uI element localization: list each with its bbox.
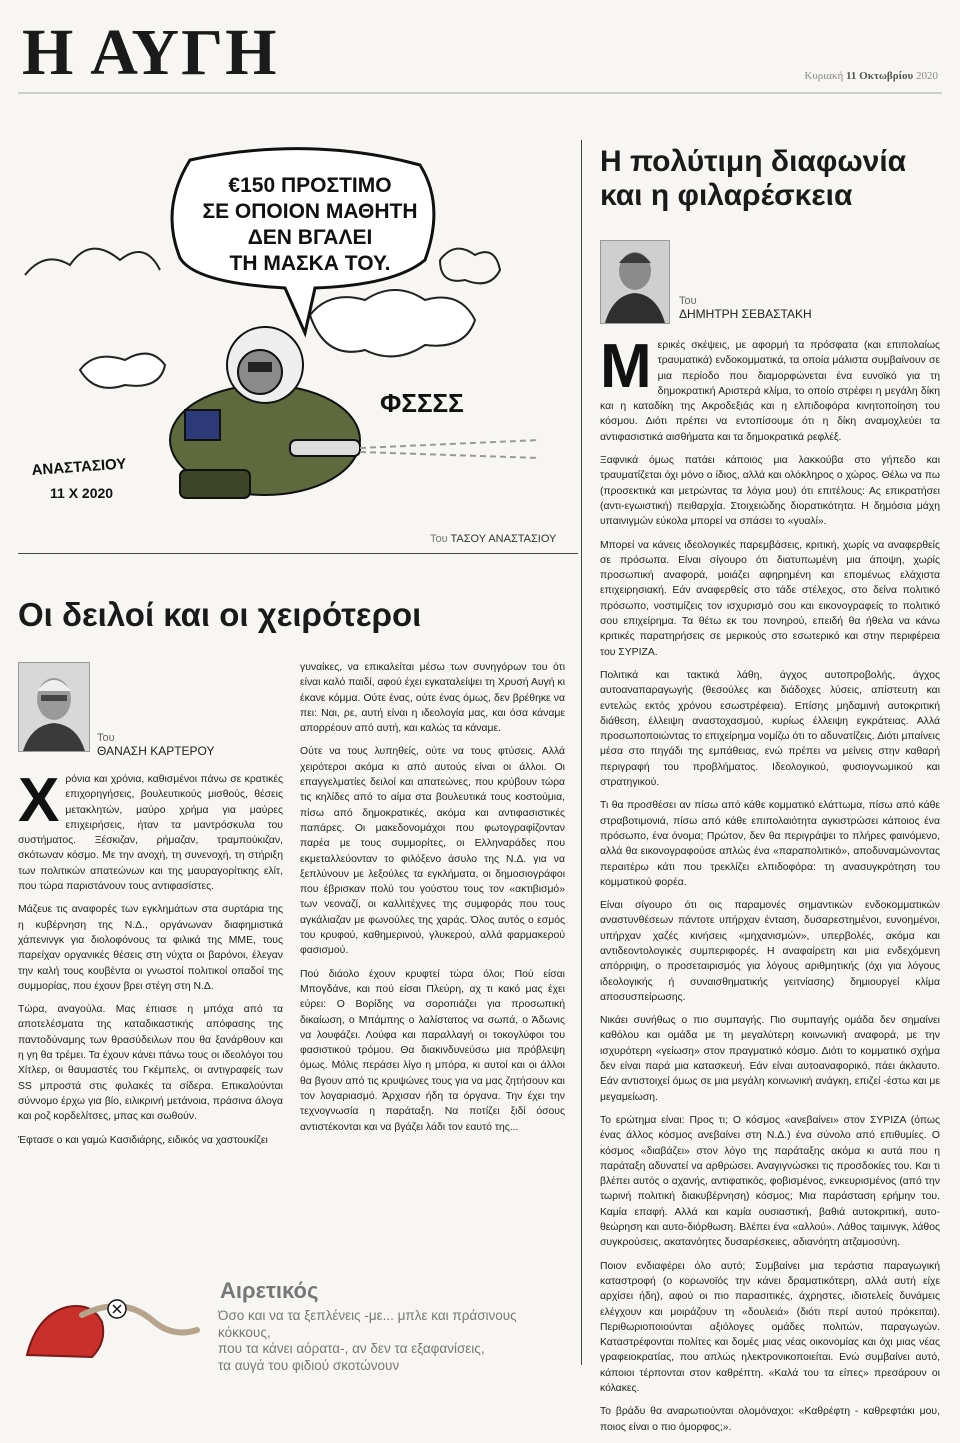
smoke-cloud [80,354,165,388]
paragraph: Πού διάολο έχουν κρυφτεί τώρα όλοι; Πού είσαι Μπογδάνε, και πού είσαι Πλεύρη, αχ τι κακό μας έχει εύρει: Ο Βορίδης να σοροπιάζει για προσωπική δικαίωση, ο Μπάμπης ο λαλίστατος να σωπά, ο Άδωνις να λουφάζει. Λούφα και παραλλαγή οι τοκογλύφοι του φασιστικού τρόμου. Θα διακινδυνεύσω μια πρόβλεψη όμως. Μόλις περάσει λίγο η μπόρα, κι αυτοί και οι άλλοι θα βγουν από τις κρυψώνες τους για να μας ζητήσουν και τον λογαριασμό. Άρχισαν ήδη τα όργανα. Την έχει την τεχνογνωσία η παράταξη. Να ποτίζει ξιδί όσους αντιστέκονται και να βγάζει λάδι τον εαυτό της... [300,968,565,1133]
paragraph: γυναίκες, να επικαλείται μέσω των συνηγόρων του ότι είναι καλό παιδί, αφού έχει εγκαταλείψει τη Χρυσή Αυγή κι έκανε κόμμα. Ούτε ένας, ούτε ένας όμως, δεν βρέθηκε να πει: Ναι, ρε, αυτή είναι η ιδεολογία μας, και όσα κάναμε απορρέουν από αυτή, και καλώς τα κάναμε. [300,662,565,735]
column-divider [581,140,582,1365]
paragraph: Έφτασε ο και γαμώ Κασιδιάρης, ειδικός να χαστουκίζει [18,1134,268,1146]
author-photo-sevastakis [600,240,670,324]
speech-line: ΣΕ ΟΠΟΙΟΝ ΜΑΘΗΤΗ [202,200,418,223]
speech-line: ΤΗ ΜΑΣΚΑ ΤΟΥ. [229,252,391,275]
paragraph: Το βράδυ θα αναρωτιούνται ολομόναχοι: «Καθρέφτη - καθρεφτάκι μου, ποιος είναι ο πιο όμορφος;». [600,1406,940,1433]
paragraph: Πολιτικά και τακτικά λάθη, άγχος αυτοπροβολής, άγχος αυτοαναπαραγωγής (θεσούλες και διάδοχες λύσεις, απίστευτη και εντελώς εκτός χρόνου εσωστρέφεια). Επίσης μηδαμινή αυτοκριτική διάθεση, έλλειψη αναστοχασμού, κυρίως έλλειψη εγκράτειας. Αλλά προσωποποιώντας το επιχείρημα νομίζω ότι το αδυνατίζεις. Διότι μπαίνεις μέσα στο πηγάδι της εμπάθειας, ενώ πρέπει να μείνεις στην καθαρή περιγραφή του προβλήματος. Ιδεολογικού, φυσιογνωμικού και στρατηγικού. [600,669,940,789]
speech-line: €150 ΠΡΟΣΤΙΜΟ [228,174,392,197]
paragraph: Ποιον ενδιαφέρει όλο αυτό; Συμβαίνει μια τεράστια παραγωγική καταστροφή (ο κορωνοϊός την κάνει δραματικότερη, αλλά αυτή είχε αρχίσει ήδη), αφού οι πιο παρασιτικές, άχρηστες, ιδιοτελείς δυνάμεις ελέγχουν και μοιράζουν τη «δουλειά» (διότι περί αυτού πρόκειται). Περιθωριοποιούνται αξιόλογες ομάδες πολιτών, παραγωγών. Καταστρέφονται πολίτες και δομές μιας νέας οικονομίας και όχι μιας νέας γραφειοκρατίας, που απλώς ηλεκτρονικοποιείται. Ενώ συμβαίνει αυτό, κάποιοι τέρπονται στον καθρέπτη. «Καλά του τα είπες» πρεσάρουν οι κόλακες. [600,1260,940,1394]
portrait-icon [19,663,89,751]
portrait-icon [601,241,669,323]
left-article-byline [97,732,215,758]
byline-author: ΔΗΜΗΤΡΗ ΣΕΒΑΣΤΑΚΗ [679,307,812,321]
airetikos-title: Αιρετικός [220,1278,319,1303]
left-article-column-2 [300,660,565,1143]
right-article-body [600,332,940,1443]
byline-author: ΘΑΝΑΣΗ ΚΑΡΤΕΡΟΥ [97,744,215,758]
left-article-column-1 [18,766,283,1156]
drop-cap: Χ [18,766,60,835]
cartoonist-signature-date: 11 Χ 2020 [50,485,114,501]
paragraph: Τώρα, αναγούλα. Μας έπιασε η μπόχα από τα αποτελέσματα της καταδικαστικής απόφασης της παντοδύναμης των θρασύδειλων που θα ξανάρθουν και η γη θα τρέμει. Τα έχουν κάνει πάνω τους οι ιδεολόγοι του Χίτλερ, οι θαυμαστές του Γκέμπελς, οι αντιγραφείς των SS μπροστά στις φυλακές τα σίδερα. Επικαλούνται σύννομο έρχω για βίο, ειλικρινή μετάνοια, πράσινα άλογα και ροζ κορδελίτσες, μπας και σωθούν. [18,1004,283,1123]
airetikos-line: τα αυγά του φιδιού σκοτώνουν [218,1357,400,1373]
right-article-title [600,145,940,213]
riot-police-figure [170,327,360,498]
dateline-year: 2020 [916,70,938,82]
paragraph: Τι θα προσθέσει αν πίσω από κάθε κομματικό ελάττωμα, πίσω από κάθε στραβοτιμονιά, πίσω από κάθε επιπολαιότητα αγκιστρώσει κάποιος ένα πρόσωπο, ένα όνομα; Πρώτον, δεν θα περιγράψει το πλήρες φαινόμενο, αλλά θα εικονογραφούσε απλώς ένα «παραπολιτικό», αποδυναμώνοντας περαιτέρω κάτι που τρεκλίζει ελπιδοφόρα: τη ανασυγκρότηση του κομματικού φορέα. [600,800,940,888]
editorial-cartoon [20,140,575,530]
credit-prefix: Του [430,533,448,545]
airetikos-text [218,1308,548,1374]
masthead-title: Η ΑΥΓΗ [22,16,279,89]
airetikos-line: που τα κάνει αόρατα-, αν δεν τα εξαφανίσεις, [218,1341,485,1356]
paragraph: Μπορεί να κάνεις ιδεολογικές παρεμβάσεις, κριτική, χωρίς να αναφερθείς σε πρόσωπα. Είναι σίγουρο ότι διατυπωμένη μια άποψη, χωρίς προσωπική αναφορά, μοιάζει αφηρημένη και επομένως ελάχιστα επιχειρησιακή. Εάν αναφερθείς στο τάδε στέλεχος, στο δείνα πολιτικό πρόσωπο, νοστιμίζεις τον ισχυρισμό σου και εικονογραφείς το πολιτικό σου επιχείρημα. Τα θέτω εκ του πονηρού, επειδή θα ήθελα να κάνω κριτικές παρατηρήσεις σε μερικούς στο εσωτερικό και στην περιφέρεια του ΣΥΡΙΖΑ. [600,539,940,658]
smoke-cloud [310,290,475,356]
speech-line: ΔΕΝ ΒΓΑΛΕΙ [247,226,373,249]
cartoon-credit [430,533,556,545]
drop-cap: Μ [600,332,652,401]
right-title-line2: και η φιλαρέσκεια [600,179,853,212]
right-article-byline [679,295,812,321]
cartoonist-signature: ΑΝΑΣΤΑΣΙΟΥ [31,455,127,479]
dateline-day: Κυριακή [804,70,844,82]
dateline-date: 11 Οκτωβρίου [846,70,914,82]
byline-prefix: Του [97,732,115,744]
credit-name: ΤΑΣΟΥ ΑΝΑΣΤΑΣΙΟΥ [450,533,557,545]
top-rule [18,92,942,94]
paragraph: Ούτε να τους λυπηθείς, ούτε να τους φτύσεις. Αλλά χειρότεροι ακόμα κι από αυτούς είναι οι άλλοι. Οι επαγγελματίες δειλοί και απατεώνες, που κρύβουν τώρα τις κηλίδες από το αίμα στα βουλευτικά τους κοστούμια, πίσω από δημοκρατικές, ακόμα και αντιφασιστικές παπάρες. Οι μακεδονομάχοι που φωτογραφίζονταν παρέα με τους συμμορίτες, οι Ελληναράδες που εκμεταλλεύονταν το φιλόξενο άσυλο της Ν.Δ. για να ξεπλύνουν με λεξούλες τα εγκλήματα, οι δημοσιογράφοι που έβρισκαν πολύ του γούστου τους τον «ακτιβισμό» των νεοναζί, οι καλλιτέχνες της συμφοράς που τους αγκάλιαζαν με φωνούλες της χαράς. Όλος αυτός ο εσμός του κρυφού, καθημερινού, γλυκερού, αλλά φαρμακερού φασισμού. [300,746,565,957]
spray-sound: ΦΣΣΣΣ [380,388,464,418]
dateline [804,70,938,82]
paragraph: Χρόνια και χρόνια, καθισμένοι πάνω σε κρατικές επιχορηγήσεις, βουλευτικούς μισθούς, θέσεις μετακλητών, μαύρο χρήμα για μαύρες επιχειρήσεις, ήταν τα μαντρόσκυλα του συστήματος. Ξέσκιζαν, ρήμαζαν, τραμπούκιζαν, σκότωναν κόσμο. Με την ανοχή, τη συνενοχή, τη στήριξη των πολιτικών απατεώνων και της μαυραγορίτικης ελίτ, που τώρα παριστάνουν τους αντιφασίστες. [18,766,283,893]
airetikos-line: Όσο και να τα ξεπλένεις -με... μπλε και πράσινους κόκκους, [218,1308,517,1340]
paragraph: Είναι σίγουρο ότι οις παραμονές σημαντικών ενδοκομματικών αναστυνθέσεων πάντοτε υπήρχαν ένταση, δυσαρεστημένοι, ευνοημένοι, υπήρχαν χαζές κινήσεις «μηχανισμών», υπερβολές, ακόμα και αντιδεοντολογικές συμπεριφορές. Η αναφαίρετη και μια ενδεχόμενη απόρριψη, ο προσεταιρισμός για λόγους αριθμητικής (όχι για λόγους ιδεολογικής ή συναισθηματικής γειτνίασης) δημιουργεί κλίμα αποσυσπείρωσης. [600,900,940,1003]
paragraph: Το ερώτημα είναι: Προς τι; Ο κόσμος «ανεβαίνει» στον ΣΥΡΙΖΑ (όπως ένας άλλος κόσμος ανεβαίνει στη Ν.Δ.) ένα σύνολο από επιθυμίες. Ο κόσμος «διαβάζει» στον λόγο της παράταξης ακόμα κι αυτά που η παράταξη αδυνατεί να αρθρώσει. Αναγιγνώσκει τις προσδοκίες του. Και τι βλέπει αυτός ο αχανής, αντιφατικός, φοβισμένος, ενκευρισμένος (από την τωρινή πολιτική διακυβέρνηση) κόσμος; Μια παράσταση ερήμην του. Καμία επαφή. Αλλά και καμία ουσιαστική, βαθιά αυτοκριτική, αυτο-θεώρηση και αυτο-διόρθωση. Βλέπει ένα «αλλού». Λάθος ταιμινγκ, λάθος συγκρούσεις, ακατανόητες δυσαρέσκειες, αδιανόητη ατζαμοσύνη. [600,1114,940,1249]
byline-prefix: Του [679,295,697,307]
paragraph: Ξαφνικά όμως πατάει κάποιος μια λακκούβα στο γήπεδο και τραυματίζεται όχι μόνο ο ίδιος, αλλά και ολόκληρος ο χώρος. Θέλω να πω (προσεκτικά και μετρώντας τα λόγια μου) ότι επιτέλους: Ας επικρατήσει (αντι-εγωιστική) πειθαρχία. Στοιχειώδης διορατικότητα. Η δημόσια μάχη υπαινιγμών εύκολα μπορεί να σπάσει το «γυαλί». [600,455,940,528]
left-article-title: Οι δειλοί και οι χειρότεροι [18,596,422,633]
author-photo-karteros [18,662,90,752]
spray-stream [360,440,540,458]
paragraph: Νικάει συνήθως ο πιο συμπαγής. Πιο συμπαγής ομάδα δεν σημαίνει καθόλου και ομάδα με τη μεγαλύτερη κοινωνική αναφορά, με την ισχυρότερη «γείωση» στον πραγματικό κόσμο. Διότι το κομματικό σχήμα δεν είναι παρά μια κατασκευή. Εάν είναι αυτοαναφορικό, πάει άκλαυτο. Εάν αντιστοιχεί όμως σε μια μεγάλη κοινωνική ανάγκη, επιζεί -έστω και με μεγαμείωση. [600,1015,940,1103]
airetikos-illustration [22,1295,202,1363]
right-title-line1: Η πολύτιμη διαφωνία [600,145,907,178]
paragraph: Μερικές σκέψεις, με αφορμή τα πρόσφατα (και επιπολαίως τραυματικά) ενδοκομματικά, τα οποία μάλιστα συμβαίνουν σε μια περίοδο που διαμορφώνεται ένα ευνοϊκό για τη δημοκρατική Αριστερά κλίμα, το οποίο στρέφει η μεγάλη δίκη και η καταδίκη της Ακροδεξιάς και η ελπιδοφόρα κινητοποίηση του κόσμου. Διότι πρέπει να εντοπίσουμε ότι η δίκη αναμοχλεύει τα αντιφασιστικά αισθήματα και τα δημοκρατικά ρεφλέξ. [600,332,940,443]
paragraph: Μάζευε τις αναφορές των εγκλημάτων στα συρτάρια της η κυβέρνηση της Ν.Δ., οργάνωναν διαφημιστικά χάπενινγκ για διολοφόνους τα φιλικά της ΜΜΕ, τους παρείχαν οργανικές θέσεις στη νύχτα οι βαρόνοι, έλεγαν την καλή τους κουβέντα οι γνωστοί πολιτικοί οπαδοί της συμμορίας, που έχουν βρει στέγη στη Ν.Δ. [18,904,283,992]
section-rule [18,553,578,554]
